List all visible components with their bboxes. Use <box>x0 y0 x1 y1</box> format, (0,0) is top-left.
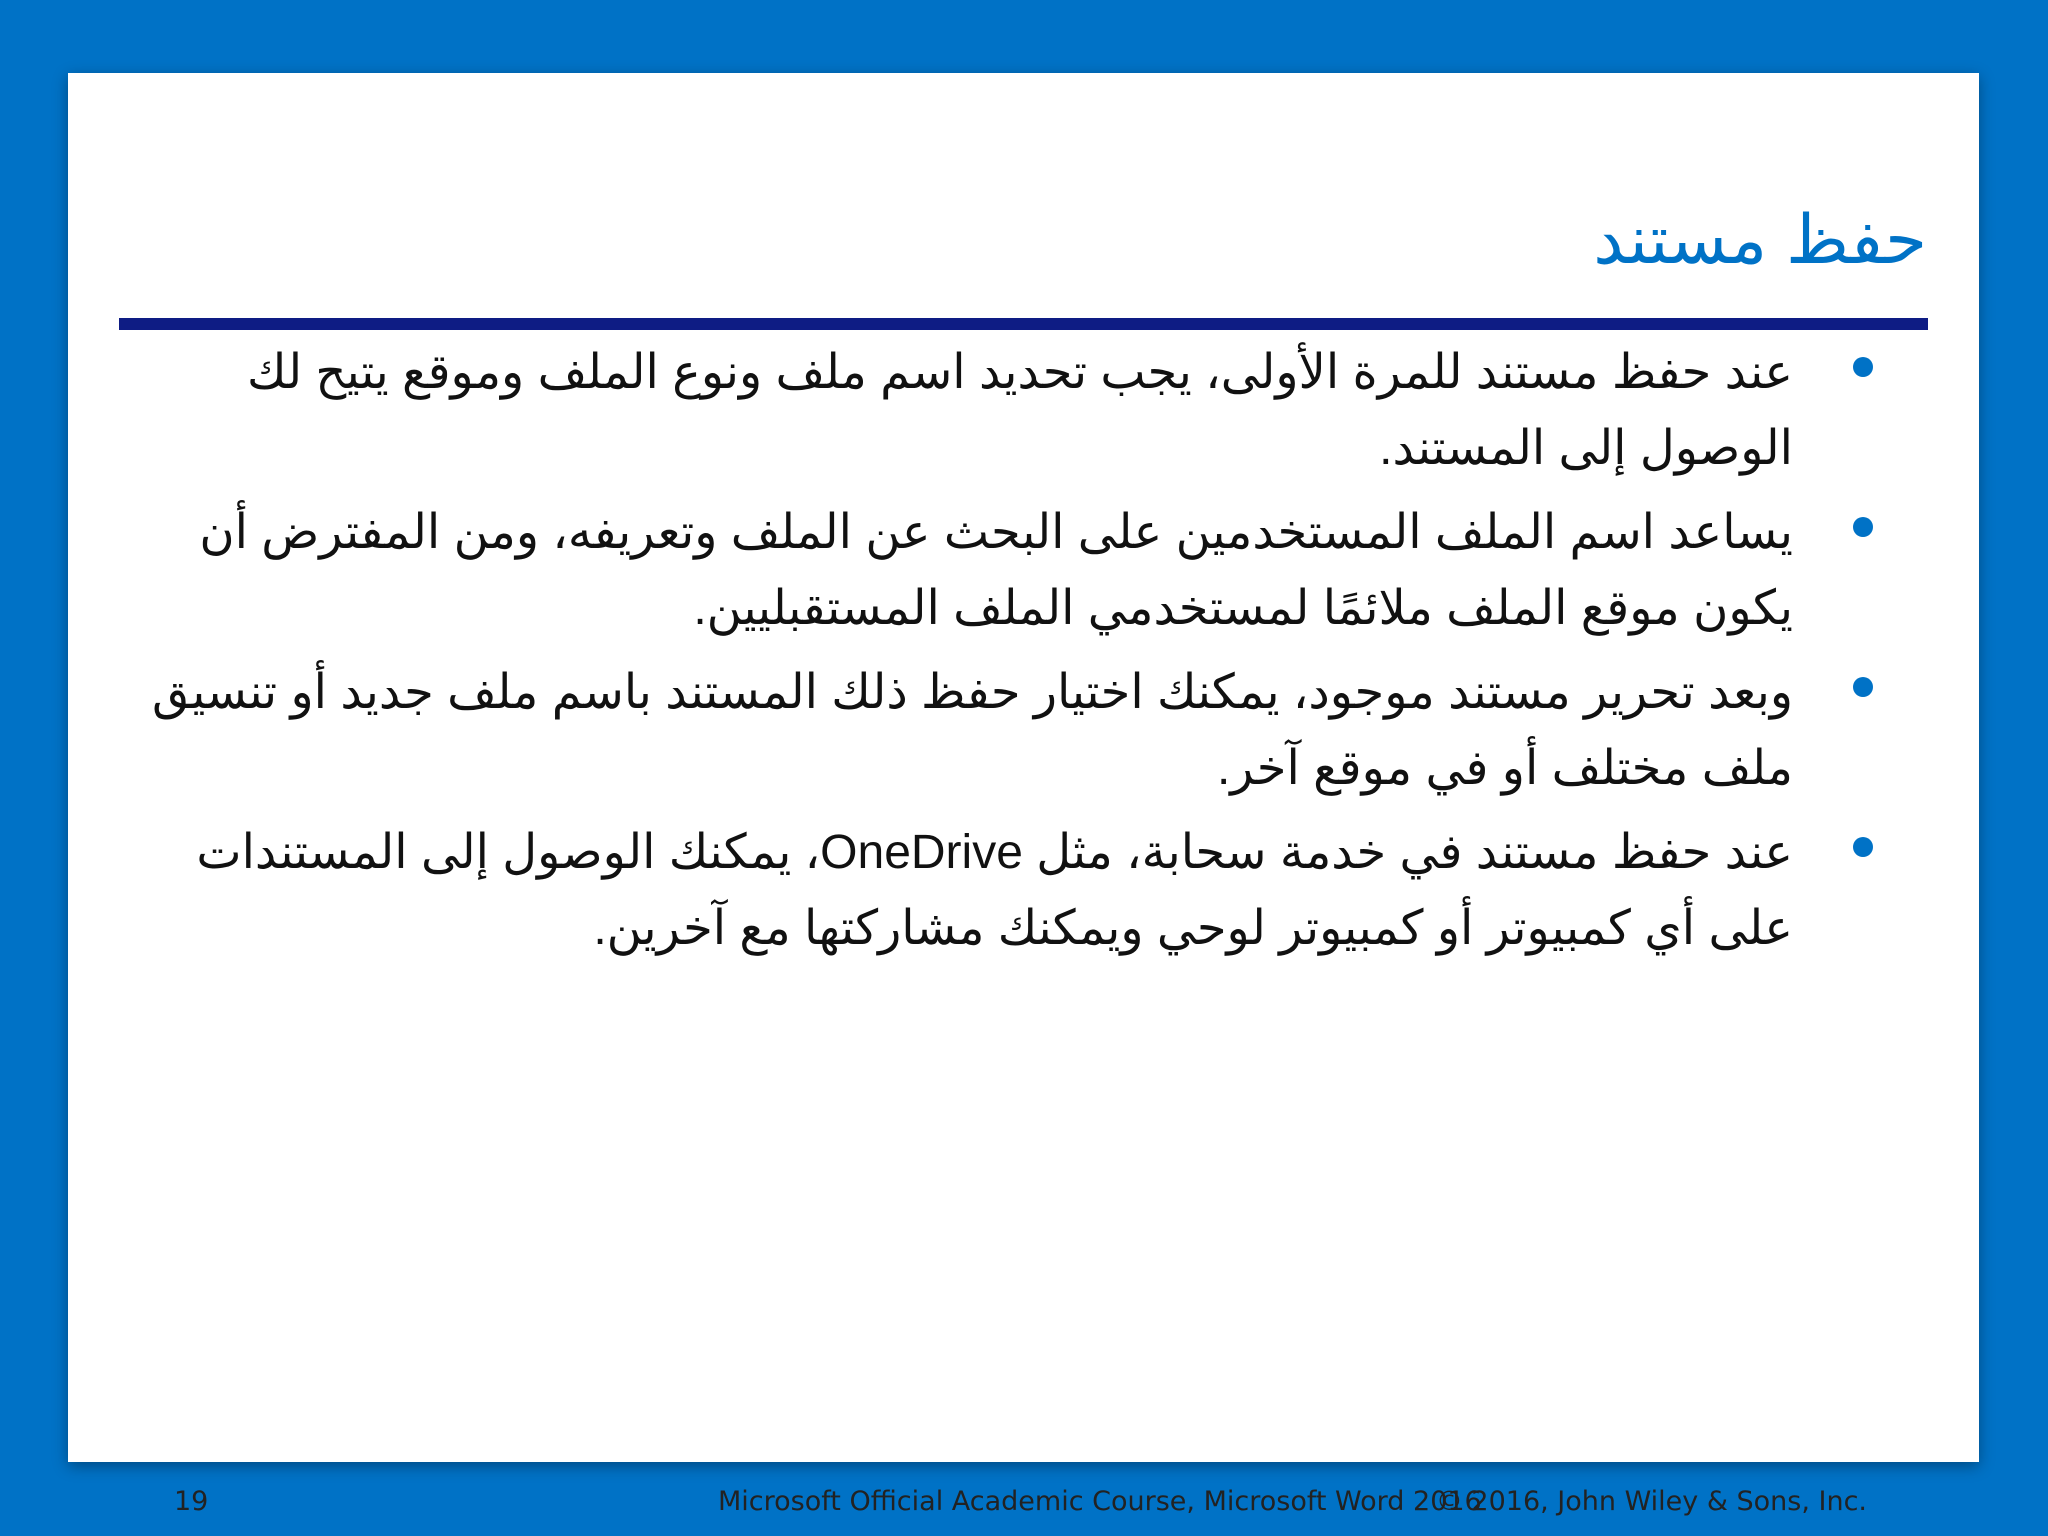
bullet-text <box>148 815 1793 967</box>
page-number: 19 <box>174 1486 209 1517</box>
bullet-ltr-term: OneDrive <box>820 826 1023 879</box>
bullet-segment: ، يمكنك الوصول إلى المستندات على أي كمبيوتر أو كمبيوتر لوحي ويمكنك مشاركتها مع آخرين. <box>196 826 1793 955</box>
bullet-item <box>148 495 1873 647</box>
bullet-text <box>148 335 1793 487</box>
bullet-segment: عند حفظ مستند للمرة الأولى، يجب تحديد اسم ملف ونوع الملف وموقع يتيح لك الوصول إلى المستند. <box>246 346 1793 475</box>
bullet-list <box>148 335 1873 975</box>
bullet-text <box>148 655 1793 807</box>
slide <box>68 73 1979 1517</box>
copyright-notice: © 2016, John Wiley & Sons, Inc. <box>1435 1486 1867 1517</box>
title-divider <box>119 318 1928 330</box>
bullet-segment: عند حفظ مستند في خدمة سحابة، مثل <box>1022 826 1793 879</box>
bullet-dot-icon <box>1853 517 1873 537</box>
bullet-item <box>148 335 1873 487</box>
bullet-dot-icon <box>1853 357 1873 377</box>
bullet-item <box>148 815 1873 967</box>
bullet-segment: يساعد اسم الملف المستخدمين على البحث عن الملف وتعريفه، ومن المفترض أن يكون موقع الملف ملائمًا لمستخدمي الملف المستقبليين. <box>199 506 1793 635</box>
bullet-dot-icon <box>1853 677 1873 697</box>
slide-title: حفظ مستند <box>1593 202 1927 278</box>
bullet-text <box>148 495 1793 647</box>
bullet-item <box>148 655 1873 807</box>
bullet-segment: وبعد تحرير مستند موجود، يمكنك اختيار حفظ ذلك المستند باسم ملف جديد أو تنسيق ملف مختلف أو في موقع آخر. <box>151 666 1793 795</box>
bullet-dot-icon <box>1853 837 1873 857</box>
course-name: Microsoft Official Academic Course, Microsoft Word 2016 <box>718 1486 1482 1517</box>
